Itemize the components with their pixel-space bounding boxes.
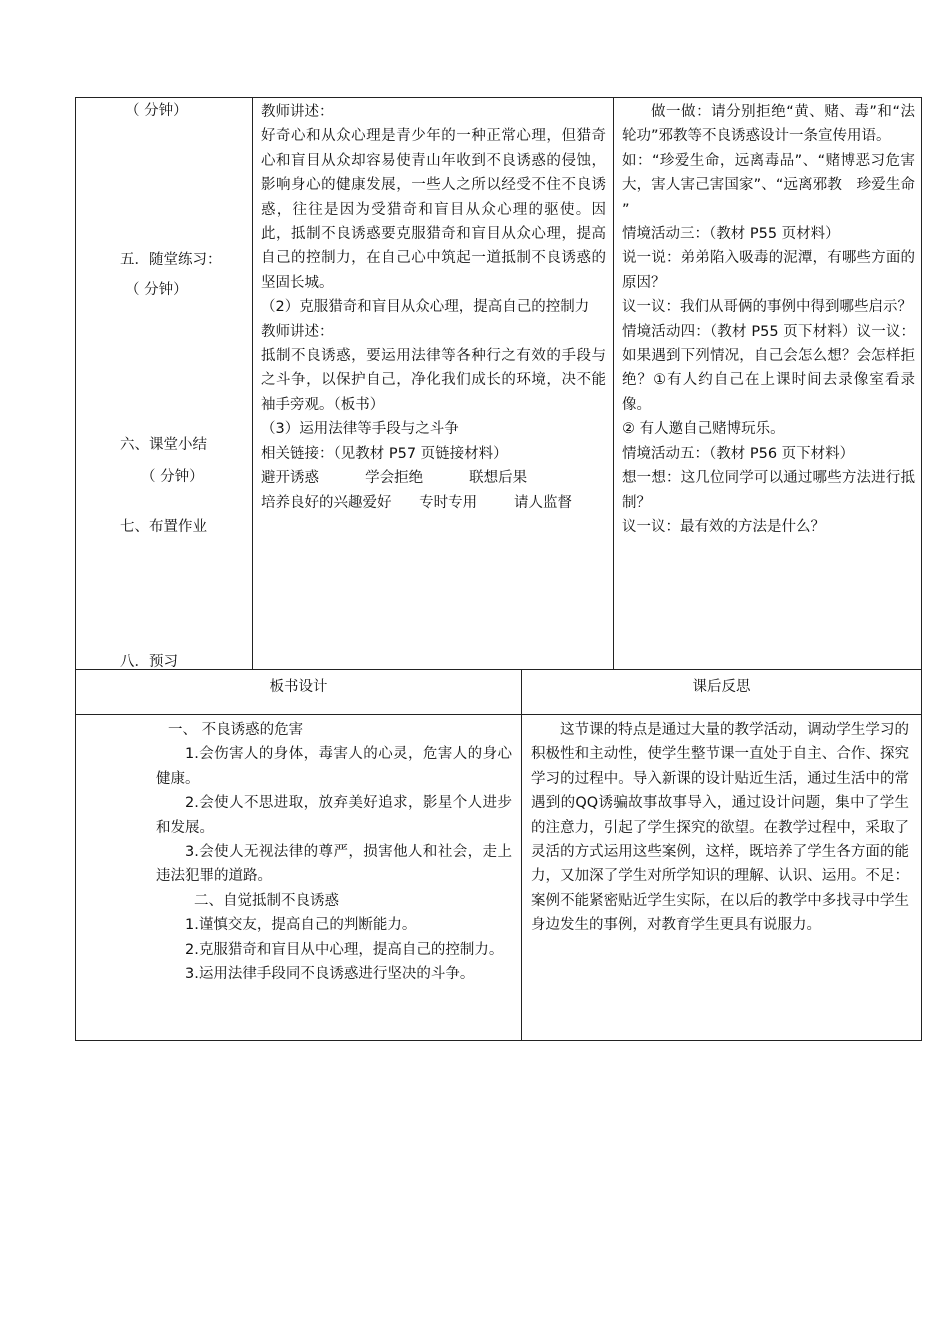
section-header-row xyxy=(75,669,922,715)
reflection-content xyxy=(531,718,909,938)
board-design-header: 板书设计 xyxy=(269,679,328,695)
stage-column xyxy=(76,98,252,671)
teacher-text: 教师讲述： xyxy=(261,104,334,120)
time-note: （ 分钟） xyxy=(125,103,188,119)
teacher-text: 抵制不良诱惑，要运用法律等各种行之有效的手段与之斗争，以保护自己，净化我们成长的环境，决不能袖手旁观。（板书） xyxy=(261,348,606,413)
student-column xyxy=(615,98,921,671)
student-text: 情境活动四：（教材 P55 页下材料）议一议：如果遇到下列情况，自己会怎么想？会怎样拒绝？①有人约自己在上课时间去录像室看录像。 xyxy=(622,323,915,413)
column-divider xyxy=(252,98,253,669)
column-divider xyxy=(521,714,522,1040)
teacher-column xyxy=(254,98,612,671)
section-content-row xyxy=(75,714,922,1041)
teacher-text: 好奇心和从众心理是青少年的一种正常心理，但猎奇心和盲目从众却容易使青山年收到不良诱惑的侵蚀，影响身心的健康发展，一些人之所以经受不住不良诱惑，往往是因为受猎奇和盲目从众心理的驱使。因此，抵制不良诱惑要克服猎奇和盲目从众心理，提高自己的控制力，在自己心中筑起一道抵制不良诱惑的坚固长城。 xyxy=(261,128,606,291)
board-heading: 一、 不良诱惑的危害 xyxy=(168,722,304,738)
student-text: 想一想：这几位同学可以通过哪些方法进行抵制？ xyxy=(622,470,915,511)
board-heading: 二、自觉抵制不良诱惑 xyxy=(194,892,339,909)
student-text: 议一议：我们从哥俩的事例中得到哪些启示？ xyxy=(622,299,912,316)
board-item: 3.运用法律手段同不良诱惑进行坚决的斗争。 xyxy=(185,966,475,983)
student-text: 说一说：弟弟陷入吸毒的泥潭，有哪些方面的原因？ xyxy=(622,250,915,291)
board-item: 2.会使人不思进取，放弃美好追求，影星个人进步和发展。 xyxy=(156,795,512,836)
student-text: 做一做：请分别拒绝“黄、赌、毒”和“法轮功”邪教等不良诱惑设计一条宣传用语。 xyxy=(622,104,915,145)
teacher-text: 培养良好的兴趣爱好 专时专用 请人监督 xyxy=(261,494,573,511)
teacher-text: （2）克服猎奇和盲目从众心理，提高自己的控制力 xyxy=(261,299,590,316)
teacher-text: 避开诱惑 学会拒绝 联想后果 xyxy=(261,470,528,487)
stage-preview: 八．预习 xyxy=(120,654,178,670)
student-text: ② 有人邀自己赌博玩乐。 xyxy=(622,421,785,438)
activity-row xyxy=(75,97,922,670)
time-note: （ 分钟） xyxy=(141,469,204,485)
column-divider xyxy=(613,98,614,669)
board-item: 1.谨慎交友，提高自己的判断能力。 xyxy=(185,917,417,934)
board-item: 2.克服猎奇和盲目从中心理，提高自己的控制力。 xyxy=(185,941,504,958)
student-text: 如：“珍爱生命，远离毒品”、“赌博恶习危害大，害人害己害国家”、“远离邪教 珍爱生命 ” xyxy=(622,152,915,218)
student-text: 议一议：最有效的方法是什么？ xyxy=(622,518,825,535)
student-text: 情境活动三：（教材 P55 页材料） xyxy=(622,226,840,243)
stage-practice: 五．随堂练习： xyxy=(120,252,222,268)
teacher-text: 相关链接：（见教材 P57 页链接材料） xyxy=(261,445,508,462)
board-item: 1.会伤害人的身体，毒害人的心灵，危害人的身心健康。 xyxy=(156,746,512,787)
stage-homework: 七、布置作业 xyxy=(120,519,207,535)
teacher-text: 教师讲述： xyxy=(261,323,334,340)
stage-summary: 六、课堂小结 xyxy=(120,437,207,453)
board-item: 3.会使人无视法律的尊严，损害他人和社会，走上违法犯罪的道路。 xyxy=(156,844,512,885)
reflection-header: 课后反思 xyxy=(692,679,751,695)
reflection-text: 这节课的特点是通过大量的教学活动，调动学生学习的积极性和主动性，使学生整节课一直处于自主、合作、探究学习的过程中。导入新课的设计贴近生活，通过生活中的常遇到的QQ诱骗故事故事导入，通过设计问题，集中了学生的注意力，引起了学生探究的欲望。在教学过程中，采取了灵活的方式运用这些案例，这样，既培养了学生各方面的能力，又加深了学生对所学知识的理解、认识、运用。不足：案例不能紧密贴近学生实际，在以后的教学中多找寻中学生身边发生的事例，对教育学生更具有说服力。 xyxy=(531,722,909,934)
teacher-text: （3）运用法律等手段与之斗争 xyxy=(261,421,459,438)
student-text: 情境活动五：（教材 P56 页下材料） xyxy=(622,445,855,462)
board-design-content xyxy=(156,718,512,986)
time-note: （ 分钟） xyxy=(125,282,188,298)
